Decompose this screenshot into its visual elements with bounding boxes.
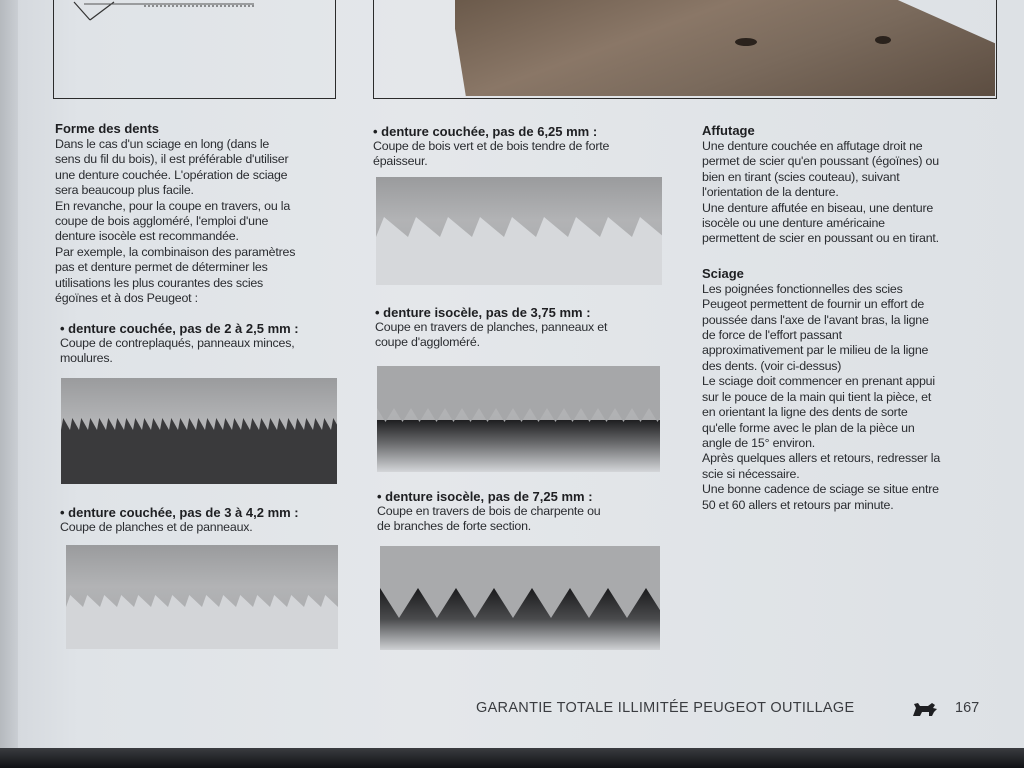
text-line: une denture couchée. L'opération de sciage (55, 167, 288, 182)
text-line: permet de scier qu'en poussant (égoïnes) ou (702, 154, 939, 169)
diagram-frame (53, 0, 336, 99)
blade-description (373, 139, 673, 169)
text-line: isocèle ou une denture américaine (702, 216, 885, 231)
text-line: l'orientation de la denture. (702, 185, 839, 200)
text-line: utilisations les plus courantes des scies (55, 275, 264, 290)
blade-image-2 (66, 545, 338, 649)
blade-title: • denture isocèle, pas de 7,25 mm : (377, 489, 593, 504)
blade-caption-4 (375, 305, 675, 350)
page-number: 167 (955, 700, 980, 716)
blade-image-1 (61, 378, 337, 484)
text-line: Coupe en travers de planches, panneaux et (375, 320, 608, 334)
text-line: denture isocèle est recommandée. (55, 229, 239, 244)
text-line: Coupe de planches et de panneaux. (60, 520, 253, 534)
text-line: épaisseur. (373, 154, 428, 168)
section-heading-affutage: Affutage (702, 123, 755, 138)
blade-description (60, 520, 350, 535)
text-line: Coupe de bois vert et de bois tendre de forte (373, 139, 610, 153)
intro-section (55, 121, 345, 306)
text-line: Le sciage doit commencer en prenant appui (702, 374, 935, 389)
footer-text: GARANTIE TOTALE ILLIMITÉE PEUGEOT OUTILLAGE (476, 700, 855, 716)
text-line: En revanche, pour la coupe en travers, ou la (55, 198, 291, 213)
text-line: Les poignées fonctionnelles des scies (702, 281, 903, 296)
section-heading-forme: Forme des dents (55, 121, 160, 136)
text-line: poussée dans l'axe de l'avant bras, la ligne (702, 312, 929, 327)
text-line: Une bonne cadence de sciage se situe entre (702, 482, 939, 497)
saw-teeth-coarse-raked (376, 177, 662, 285)
blade-caption-1 (60, 321, 350, 366)
blade-title: • denture isocèle, pas de 3,75 mm : (375, 305, 591, 320)
wood-board-photo (455, 0, 995, 96)
text-line: de branches de forte section. (377, 519, 532, 533)
text-line: sens du fil du bois), il est préférable d'utiliser (55, 152, 289, 167)
text-line: Dans le cas d'un sciage en long (dans le (55, 137, 270, 151)
text-line: permettent de scier en poussant ou en tirant. (702, 231, 939, 246)
blade-image-5 (380, 546, 660, 650)
blade-caption-3 (373, 124, 673, 169)
intro-paragraph (55, 137, 345, 306)
text-line: Coupe en travers de bois de charpente ou (377, 504, 601, 518)
text-line: Une denture affutée en biseau, une denture (702, 200, 934, 215)
text-line: sera beaucoup plus facile. (55, 183, 194, 198)
saw-teeth-medium (66, 545, 338, 649)
blade-image-3 (376, 177, 662, 285)
sciage-paragraph (702, 282, 1002, 513)
affutage-paragraph (702, 139, 1002, 247)
text-line: en orientant la ligne des dents de sorte (702, 405, 908, 420)
blade-image-4 (377, 366, 660, 472)
text-line: qu'elle forme avec le plan de la pièce un (702, 420, 915, 435)
blade-title: • denture couchée, pas de 2 à 2,5 mm : (60, 321, 299, 336)
text-line: pas et denture permet de déterminer les (55, 260, 268, 275)
text-line: Coupe de contreplaqués, panneaux minces, (60, 336, 295, 350)
section-heading-sciage: Sciage (702, 265, 744, 281)
saw-teeth-fine (61, 378, 337, 484)
blade-description (377, 504, 677, 534)
text-line: coupe de bois aggloméré, l'emploi d'une (55, 214, 269, 229)
text-line: des dents. (voir ci-dessus) (702, 358, 842, 373)
text-line: Par exemple, la combinaison des paramètres (55, 244, 296, 259)
text-line: bien en tirant (scies couteau), suivant (702, 169, 900, 184)
blade-title: • denture couchée, pas de 3 à 4,2 mm : (60, 505, 299, 520)
blade-description (60, 336, 350, 366)
saw-teeth-isosceles-small (377, 366, 660, 472)
saw-angle-diagram (54, 0, 335, 28)
blade-caption-5 (377, 489, 677, 534)
text-line: Peugeot permettent de fournir un effort de (702, 297, 925, 312)
text-line: coupe d'aggloméré. (375, 335, 480, 349)
text-line: scie si nécessaire. (702, 466, 800, 481)
text-line: moulures. (60, 351, 113, 365)
text-line: de force de l'effort passant (702, 328, 842, 343)
blade-caption-2 (60, 505, 350, 535)
blade-title: • denture couchée, pas de 6,25 mm : (373, 124, 598, 139)
text-line: égoïnes et à dos Peugeot : (55, 291, 198, 306)
text-line: 50 et 60 allers et retours par minute. (702, 497, 894, 512)
table-shadow (0, 748, 1024, 768)
text-line: angle de 15° environ. (702, 435, 816, 450)
peugeot-lion-icon (910, 700, 940, 720)
text-line: Une denture couchée en affutage droit ne (702, 139, 923, 153)
blade-description (375, 320, 675, 350)
right-column (702, 123, 1002, 513)
saw-teeth-isosceles-large (380, 546, 660, 650)
text-line: sur le pouce de la main qui tient la pièce, et (702, 389, 932, 404)
text-line: approximativement par le milieu de la ligne (702, 343, 929, 358)
text-line: Après quelques allers et retours, redresser la (702, 451, 941, 466)
